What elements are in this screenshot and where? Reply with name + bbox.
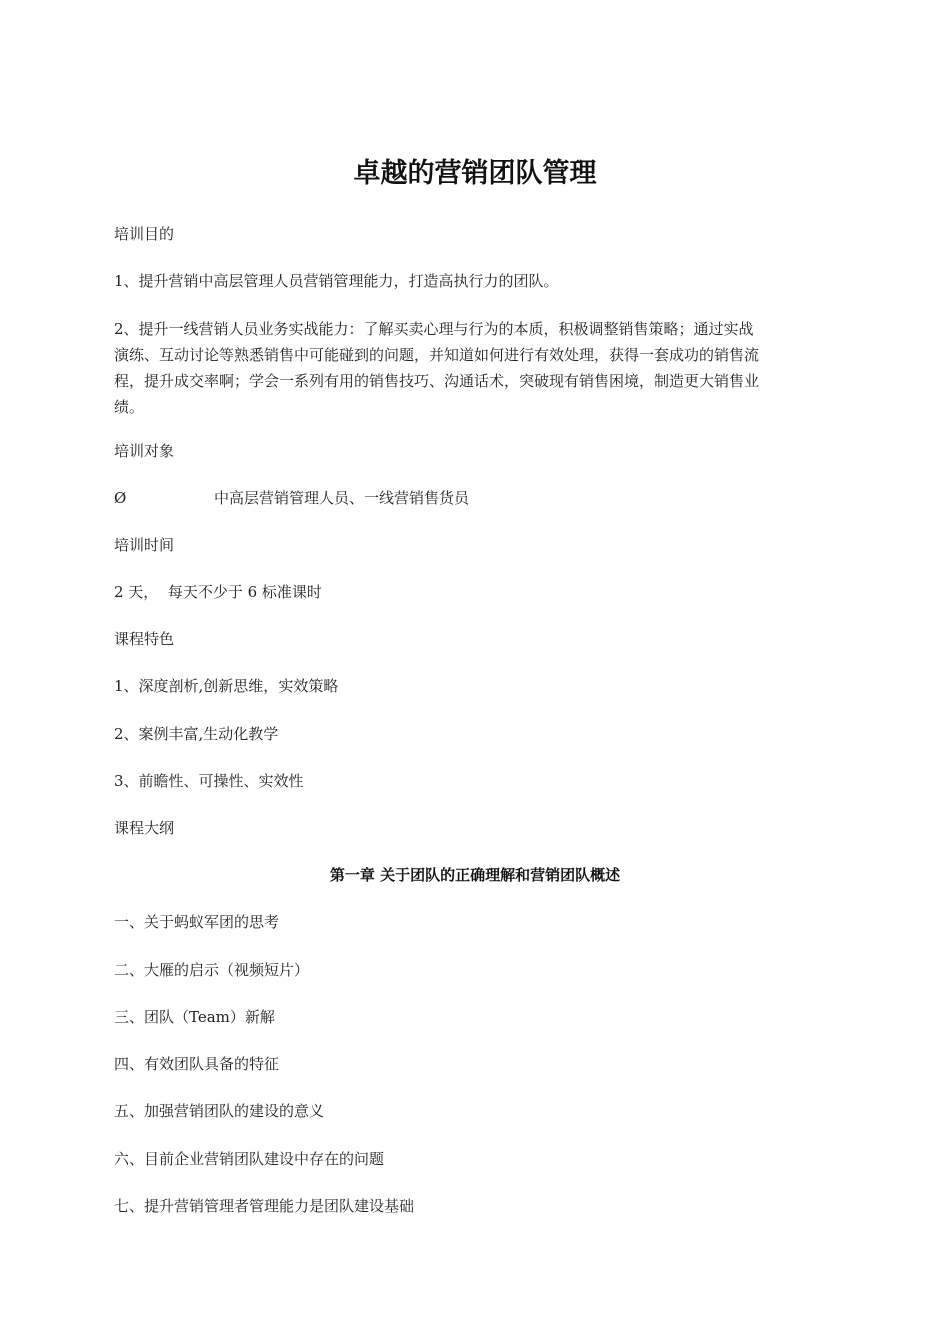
purpose-item-1: 1、提升营销中高层管理人员营销管理能力，打造高执行力的团队。 [114, 272, 559, 290]
purpose-item-2-line: 绩。 [114, 398, 145, 416]
purpose-heading: 培训目的 [114, 225, 175, 243]
audience-item [114, 486, 836, 510]
outline-heading: 课程大纲 [114, 819, 175, 837]
chapter-item: 七、提升营销管理者管理能力是团队建设基础 [114, 1197, 415, 1215]
audience-heading: 培训对象 [114, 442, 175, 460]
chapter-item: 五、加强营销团队的建设的意义 [114, 1102, 325, 1120]
duration-heading: 培训时间 [114, 536, 175, 554]
chapter-item: 一、关于蚂蚁军团的思考 [114, 913, 280, 931]
bullet-icon: Ø [114, 489, 127, 507]
chapter-1-title: 第一章 关于团队的正确理解和营销团队概述 [329, 866, 621, 884]
audience-text: 中高层营销管理人员、一线营销售货员 [214, 489, 470, 507]
feature-item: 3、前瞻性、可操性、实效性 [114, 772, 304, 790]
features-heading: 课程特色 [114, 630, 175, 648]
feature-item: 2、案例丰富,生动化教学 [114, 725, 279, 743]
feature-item: 1、深度剖析,创新思维，实效策略 [114, 677, 339, 695]
chapter-item: 六、目前企业营销团队建设中存在的问题 [114, 1150, 385, 1168]
duration-text: 2 天， 每天不少于 6 标准课时 [114, 583, 322, 601]
purpose-item-2 [114, 316, 836, 420]
purpose-item-2-line: 程，提升成交率啊；学会一系列有用的销售技巧、沟通话术，突破现有销售困境，制造更大销售业 [114, 372, 760, 390]
purpose-item-2-line: 2、提升一线营销人员业务实战能力：了解买卖心理与行为的本质，积极调整销售策略；通过实战 [114, 320, 754, 338]
chapter-item: 四、有效团队具备的特征 [114, 1055, 280, 1073]
purpose-item-2-line: 演练、互动讨论等熟悉销售中可能碰到的问题，并知道如何进行有效处理，获得一套成功的销售流 [114, 346, 760, 364]
document-title: 卓越的营销团队管理 [353, 158, 597, 189]
chapter-item: 三、团队（Team）新解 [114, 1008, 275, 1026]
chapter-item: 二、大雁的启示（视频短片） [114, 961, 310, 979]
